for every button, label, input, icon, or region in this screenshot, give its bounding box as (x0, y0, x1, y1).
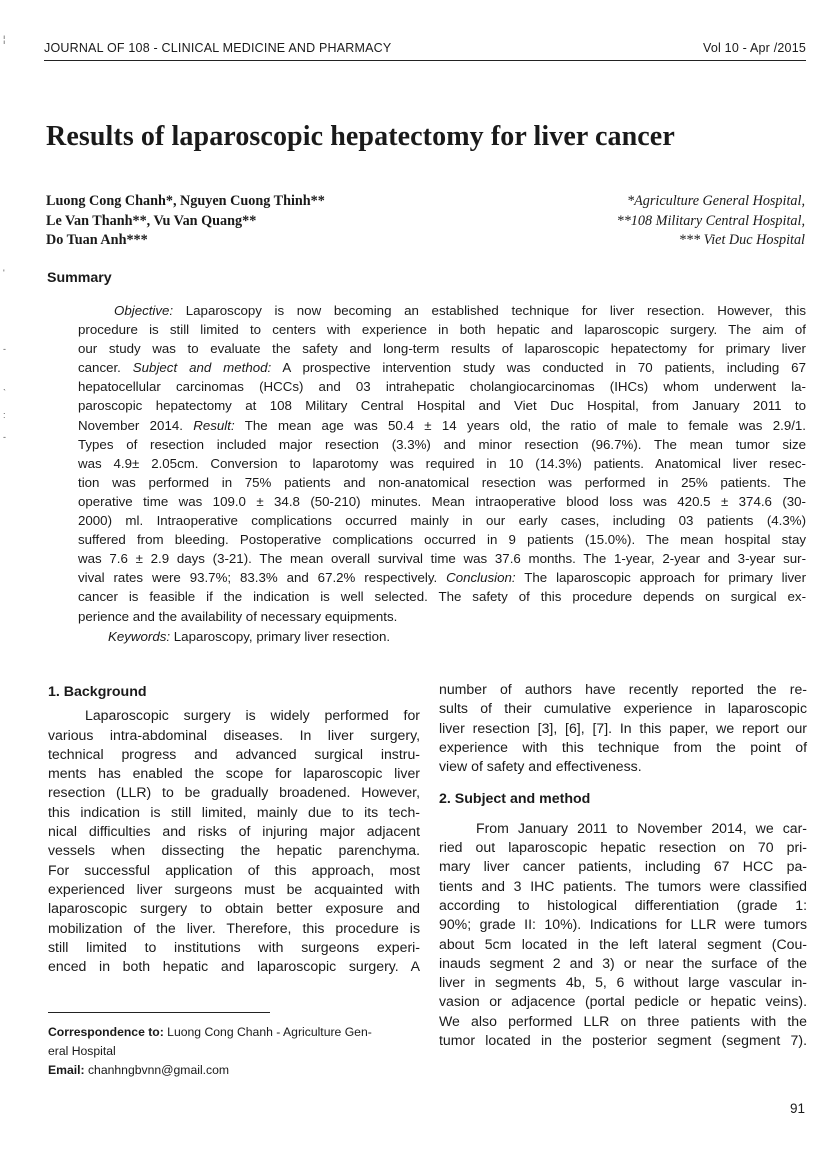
author-line: Luong Cong Chanh*, Nguyen Cuong Thinh** (46, 193, 325, 209)
text-line: vessels when dissecting the hepatic parenchyma. (48, 842, 420, 859)
abstract-line: perience and the availability of necessary equipments. (78, 608, 398, 624)
abstract-line: paroscopic hepatectomy at 108 Military Central Hospital and Viet Duc Hospital, from January 2011 to (78, 398, 806, 414)
abstract-line: was 4.9± 2.05cm. Conversion to laparotomy was required in 10 (14.3%) patients. Anatomical liver resec- (78, 455, 806, 471)
correspondence-line (48, 1023, 428, 1042)
margin-mark: ' (3, 268, 5, 278)
text-line: number of authors have recently reported the re- (439, 681, 807, 697)
abstract-line: vival rates were 93.7%; 83.3% and 67.2% respectively. Conclusion: The laparoscopic approach for primary liver (78, 570, 806, 586)
footnote-rule (48, 1012, 270, 1013)
text-line: Laparoscopic surgery is widely performed for (85, 707, 420, 724)
email-line (48, 1061, 428, 1080)
volume-issue: Vol 10 - Apr /2015 (703, 41, 806, 55)
affiliation-line: *** Viet Duc Hospital (678, 232, 805, 248)
section-heading-background: 1. Background (48, 684, 147, 700)
margin-mark: : (3, 410, 6, 420)
text-line: From January 2011 to November 2014, we car- (476, 819, 807, 836)
affiliation-line: **108 Military Central Hospital, (616, 212, 805, 229)
text-line: enced in both hepatic and laparoscopic surgery. A (48, 958, 420, 975)
journal-name: JOURNAL OF 108 - CLINICAL MEDICINE AND PHARMACY (44, 41, 392, 55)
method-paragraph (439, 819, 807, 1051)
abstract-line: cancer. Subject and method: A prospective intervention study was conducted in 70 patients, including 67 (78, 360, 806, 376)
running-header (44, 40, 806, 61)
text-line: We also performed LLR on three patients with the (439, 1012, 807, 1029)
keywords-text: Laparoscopy, primary liver resection. (170, 629, 391, 644)
author-line: Do Tuan Anh*** (46, 232, 148, 248)
correspondence-label: Correspondence to: (48, 1025, 164, 1039)
text-line: mary liver cancer patients, including 67 HCC pa- (439, 858, 807, 875)
background-paragraph-continued (439, 680, 807, 776)
text-line: experience with this technique from the point of (439, 738, 807, 755)
margin-mark: - (3, 344, 6, 354)
text-line: liver resection [3], [6], [7]. In this paper, we report our (439, 719, 807, 736)
text-line: various intra-abdominal diseases. In liver surgery, (48, 726, 420, 743)
text-line: nical difficulties and risks of injuring major adjacent (48, 823, 420, 840)
text-line: For successful application of this approach, most (48, 861, 420, 878)
text-line: inauds segment 2 and 3) or near the surface of the (439, 954, 807, 971)
abstract-line: hepatocellular carcinomas (HCCs) and 03 intrahepatic cholangiocarcinomas (IHCs) whom underwent la- (78, 379, 806, 395)
page-number: 91 (789, 1101, 805, 1116)
margin-mark: ` (3, 388, 6, 398)
abstract-line: November 2014. Result: The mean age was 50.4 ± 14 years old, the ratio of male to female was 2.9/1. (78, 417, 807, 433)
section-heading-method: 2. Subject and method (439, 791, 591, 808)
text-line: view of safety and effectiveness. (439, 758, 642, 775)
correspondence-text: Luong Cong Chanh - Agriculture Gen- (163, 1025, 372, 1039)
margin-mark: - (3, 432, 6, 442)
text-line: according to histological differentiation (grade 1: (439, 896, 807, 913)
background-paragraph (48, 706, 420, 976)
affiliation-list (425, 192, 805, 251)
abstract-line: was 7.6 ± 2.9 days (3-21). The mean overall survival time was 37.6 months. The 1-year, 2-year and 3-year sur- (78, 551, 806, 567)
left-column (48, 683, 420, 976)
abstract-line: our study was to evaluate the safety and long-term results of laparoscopic hepatectomy for primary liver (78, 341, 806, 357)
text-line: laparoscopic surgery to obtain better exposure and (48, 900, 420, 917)
text-line: this indication is still limited, mainly due to its tech- (48, 803, 420, 820)
abstract-line: procedure is still limited to centers with experience in both hepatic and laparoscopic surgery. The aim of (78, 322, 806, 338)
text-line: experienced liver surgeons must be acquainted with (48, 880, 420, 897)
author-line: Le Van Thanh**, Vu Van Quang** (46, 212, 257, 229)
text-line: tients and 3 IHC patients. The tumors were classified (439, 877, 807, 894)
text-line: resection (LLR) to be gradually broadened. However, (48, 784, 420, 801)
affiliation-line: *Agriculture General Hospital, (627, 193, 805, 209)
correspondence-footnote (48, 1023, 428, 1080)
abstract-line: operative time was 109.0 ± 34.8 (50-210) minutes. Mean intraoperative blood loss was 420.5 ± 374.6 (30- (78, 493, 806, 509)
email-address: chanhngbvnn@gmail.com (84, 1063, 230, 1077)
abstract-line: Types of resection included major resection (3.3%) and minor resection (96.7%). The mean tumor size (78, 436, 806, 452)
abstract-line: Objective: Laparoscopy is now becoming an established technique for liver resection. However, this (114, 303, 806, 318)
abstract-text (78, 301, 806, 626)
text-line: 90%; grade II: 10%). Indications for LLR were tumors (439, 916, 807, 933)
abstract-line: cancer is feasible if the indication is well selected. The safety of this procedure depends on surgical ex- (78, 589, 806, 605)
text-line: still limited to institutions with surgeons experi- (48, 938, 420, 955)
text-line: vasion or adjacence (portal pedicle or hepatic veins). (439, 993, 807, 1010)
text-line: ried out laparoscopic hepatic resection on 70 pri- (439, 839, 807, 856)
email-label: Email: (48, 1063, 85, 1077)
text-line: tumor located in the posterior segment (segment 7). (439, 1032, 807, 1049)
text-line: about 5cm located in the left lateral segment (Cou- (439, 935, 807, 952)
summary-heading: Summary (47, 270, 112, 286)
margin-mark: ¦ (3, 34, 6, 44)
text-line: ments has enabled the scope for laparoscopic liver (48, 765, 420, 782)
article-title: Results of laparoscopic hepatectomy for liver cancer (46, 121, 675, 152)
text-line: mobilization of the liver. Therefore, this procedure is (48, 919, 420, 936)
correspondence-line: eral Hospital (48, 1044, 116, 1058)
keywords (108, 629, 390, 644)
text-line: sults of their cumulative experience in laparoscopic (439, 700, 807, 717)
text-line: liver in segments 4b, 5, 6 without large vascular in- (439, 974, 807, 991)
right-column (439, 680, 807, 1050)
keywords-label: Keywords: (108, 629, 171, 644)
abstract-line: suffered from bleeding. Postoperative complications occurred in 9 patients (15.0%). The mean hospital stay (78, 532, 806, 548)
text-line: technical progress and advanced surgical instru- (48, 745, 420, 762)
abstract-line: 2000) ml. Intraoperative complications occurred mainly in our early cases, including 03 patients (4.3%) (78, 513, 806, 529)
author-list (46, 192, 446, 251)
abstract-line: tion was performed in 75% patients and non-anatomical resection was performed in 25% patients. The (78, 474, 806, 490)
